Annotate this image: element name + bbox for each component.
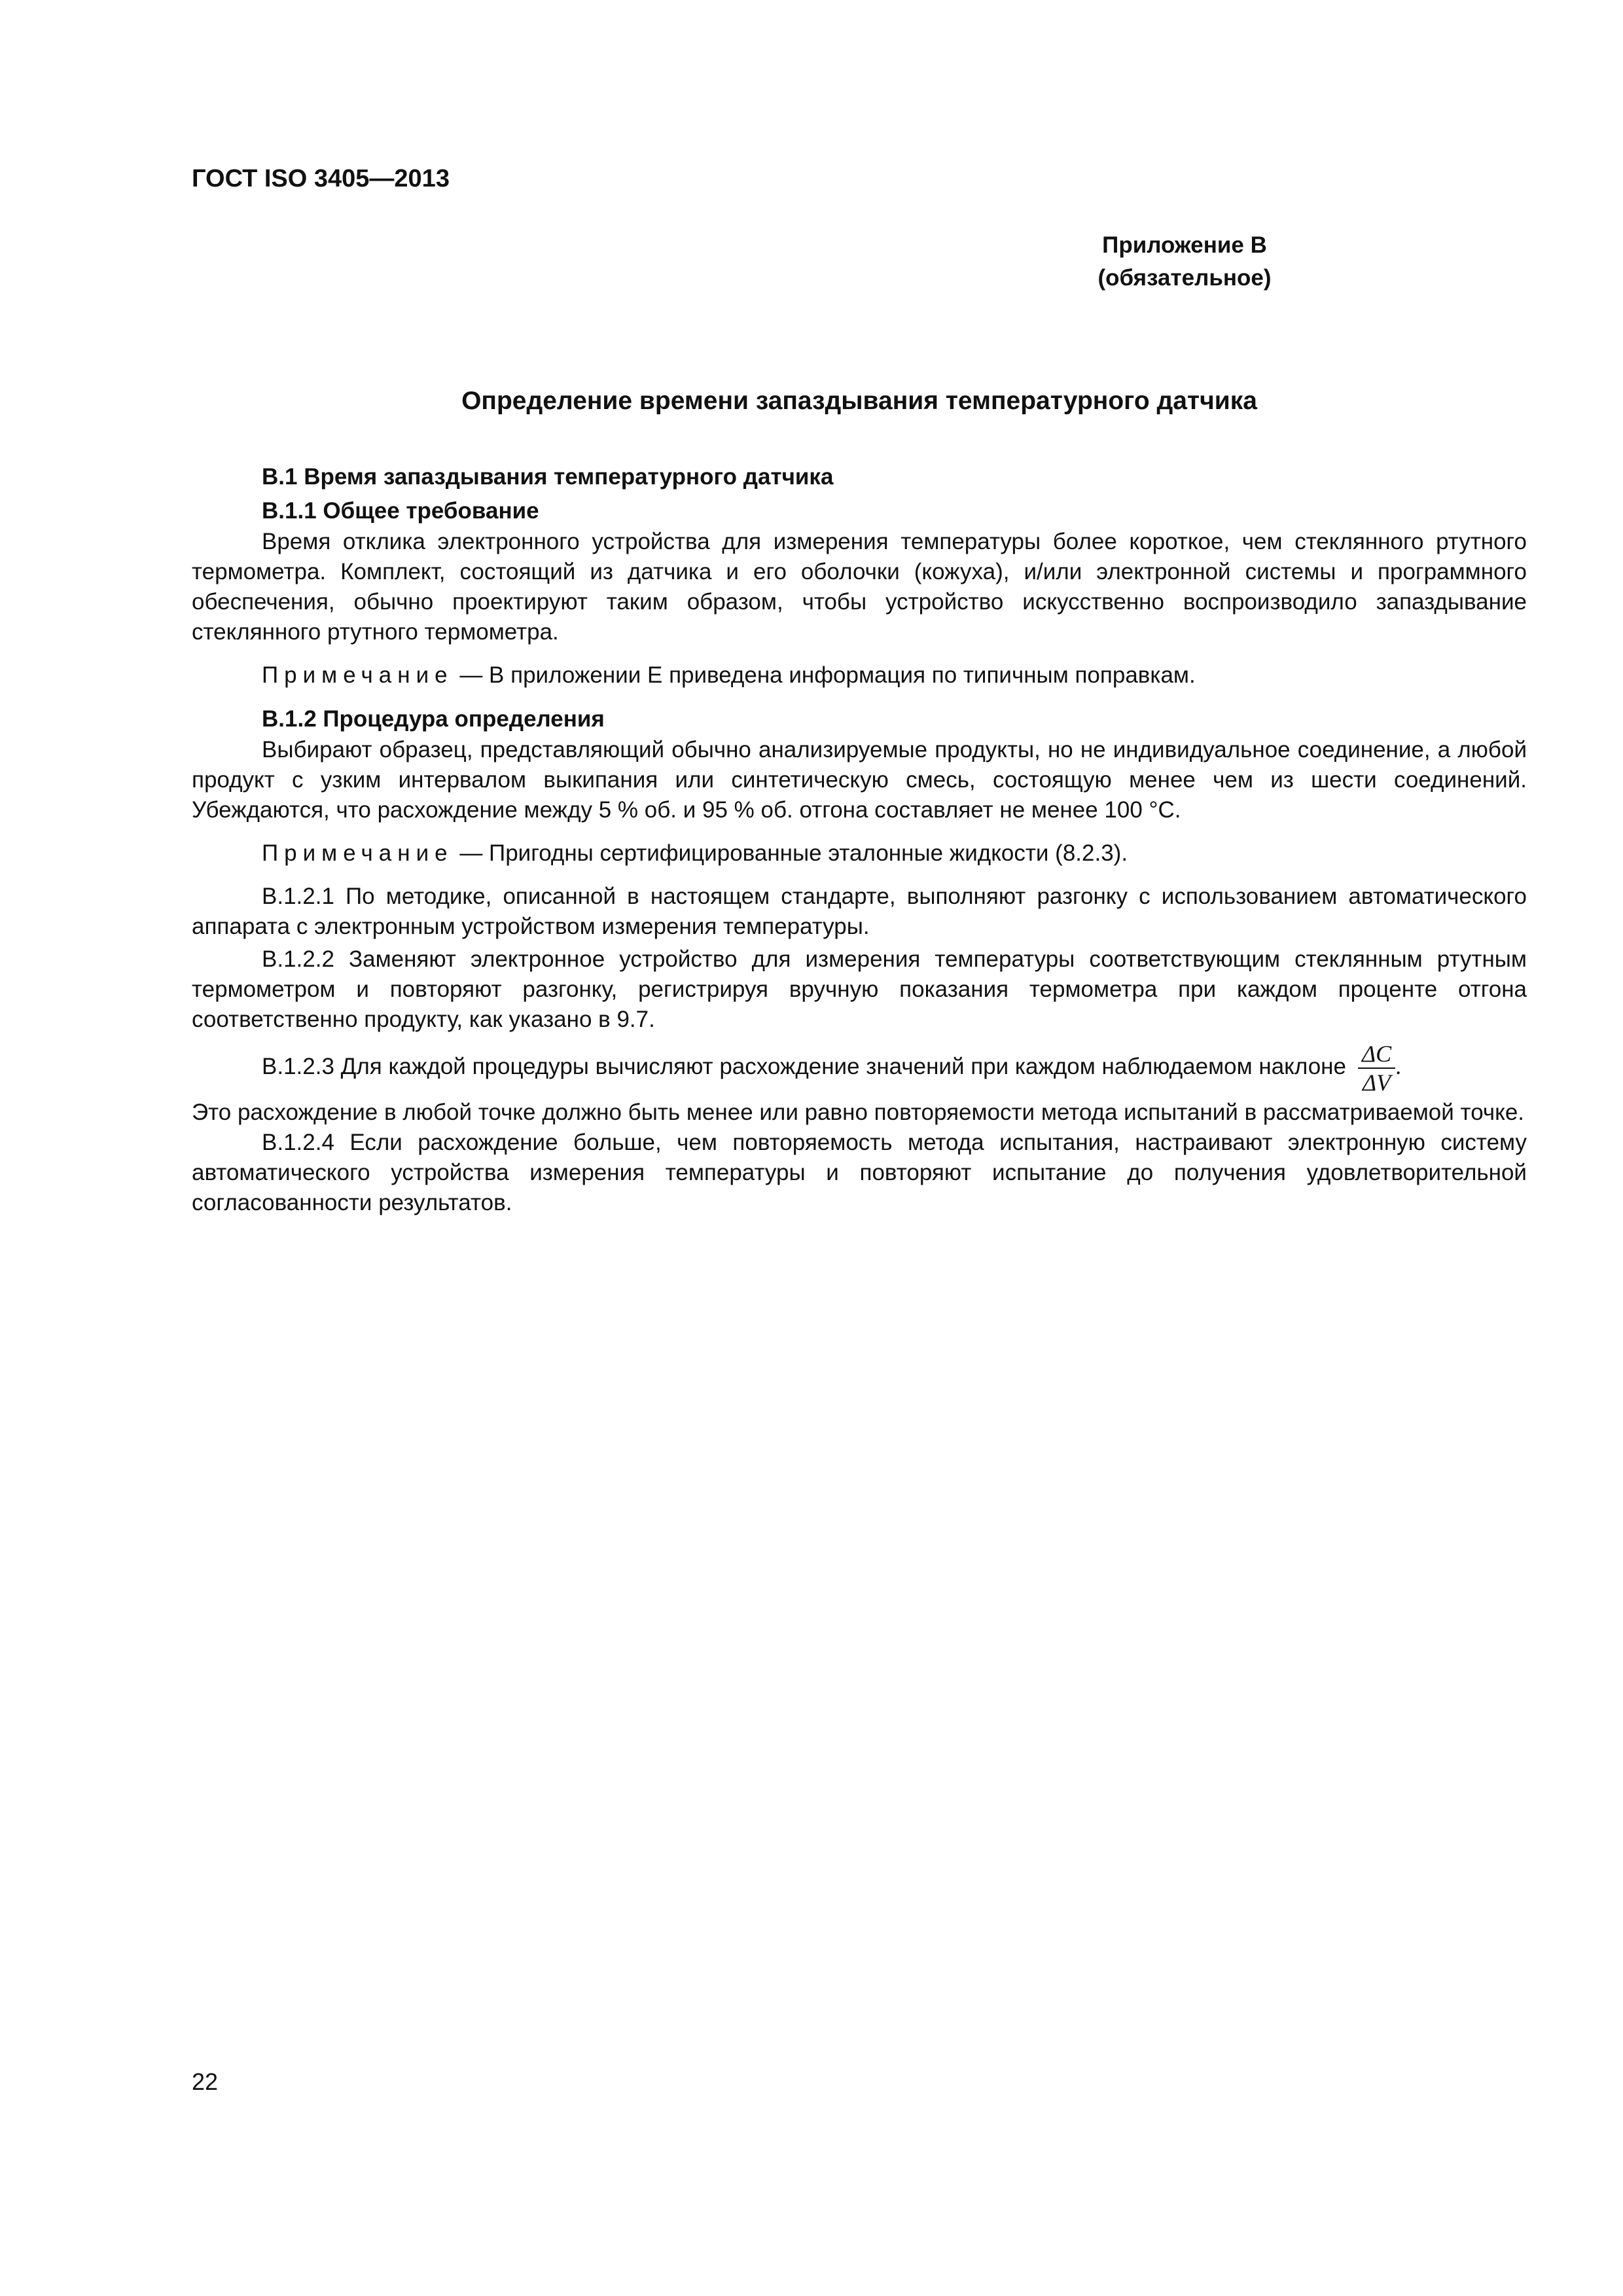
- formula-period: .: [1395, 1053, 1402, 1079]
- slope-formula: [1358, 1041, 1395, 1095]
- page-number: 22: [192, 2068, 219, 2095]
- section-b11-heading: В.1.1 Общее требование: [262, 498, 539, 524]
- standard-code-header: ГОСТ ISO 3405—2013: [192, 165, 450, 192]
- item-b124: В.1.2.4 Если расхождение больше, чем повторяемость метода испытания, настраивают электронную систему автоматического устройства измерения температуры и повторяют испытание до получения удовлетворительной согласованности результатов.: [192, 1130, 1527, 1215]
- item-b121: В.1.2.1 По методике, описанной в настоящем стандарте, выполняют разгонку с использованием автоматического аппарата с электронным устройством измерения температуры.: [192, 884, 1527, 939]
- note-text: — Пригодны сертифицированные эталонные жидкости (8.2.3).: [453, 840, 1128, 866]
- formula-numerator: ΔC: [1358, 1041, 1395, 1069]
- item-b123: [192, 1035, 1527, 1098]
- note-label: Примечание: [262, 662, 454, 688]
- item-b123-lead: В.1.2.3 Для каждой процедуры вычисляют расхождение значений при каждом наблюдаемом наклоне: [262, 1054, 1346, 1079]
- item-b123-continuation: Это расхождение в любой точке должно быть менее или равно повторяемости метода испытаний в рассматриваемой точке.: [192, 1100, 1525, 1125]
- section-b11-paragraph: Время отклика электронного устройства для измерения температуры более короткое, чем стеклянного ртутного термометра. Комплект, состоящий из датчика и его оболочки (кожуха), и/или электронной системы и программного обеспечения, обычно проектируют таким образом, чтобы устройство искусственно воспроизводило запаздывание стеклянного ртутного термометра.: [192, 529, 1527, 645]
- annex-title: Приложение В: [1102, 232, 1267, 258]
- document-body: [192, 461, 1527, 1218]
- section-b12-heading: В.1.2 Процедура определения: [262, 706, 605, 732]
- formula-denominator: ΔV: [1362, 1069, 1391, 1096]
- note-label: Примечание: [262, 840, 454, 866]
- document-title: Определение времени запаздывания температурного датчика: [461, 387, 1257, 415]
- section-b11-note: [192, 660, 1527, 691]
- annex-status: (обязательное): [1097, 265, 1272, 291]
- section-b12-note: [192, 838, 1527, 869]
- note-text: — В приложении Е приведена информация по типичным поправкам.: [453, 662, 1196, 688]
- item-b122: В.1.2.2 Заменяют электронное устройство для измерения температуры соответствующим стеклянным ртутным термометром и повторяют разгонку, регистрируя вручную показания термометра при каждом проценте отгона соответственно продукту, как указано в 9.7.: [192, 946, 1527, 1032]
- section-b1-heading: В.1 Время запаздывания температурного датчика: [262, 464, 834, 490]
- section-b12-paragraph: Выбирают образец, представляющий обычно анализируемые продукты, но не индивидуальное соединение, а любой продукт с узким интервалом выкипания или синтетическую смесь, состоящую менее чем из шести соединений. Убеждаются, что расхождение между 5 % об. и 95 % об. отгона составляет не менее 100 °C.: [192, 737, 1527, 823]
